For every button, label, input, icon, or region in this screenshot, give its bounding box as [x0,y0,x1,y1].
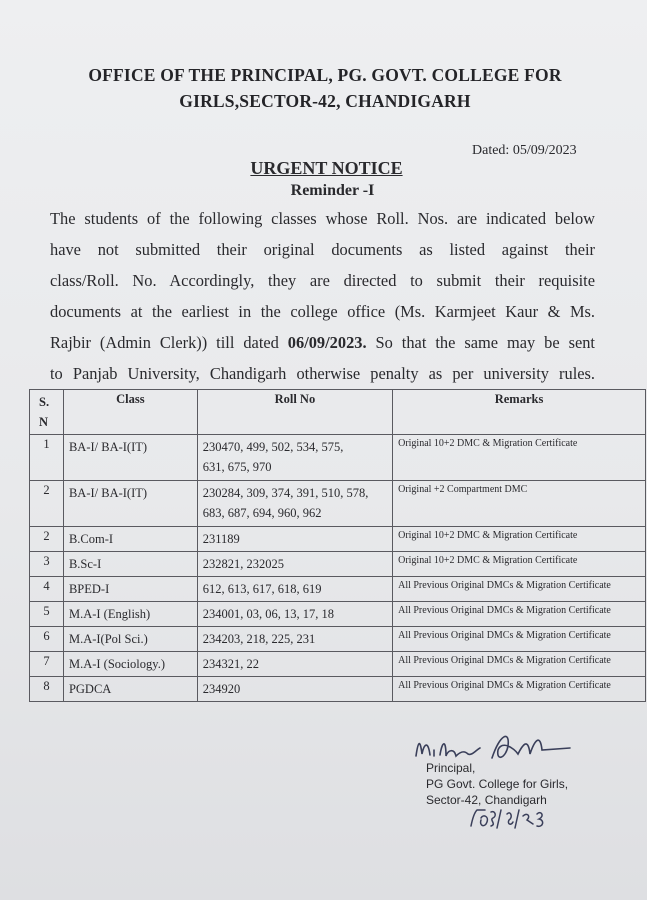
row-roll-numbers: 230284, 309, 374, 391, 510, 578, 683, 687, 694, 960, 962 [197,481,392,527]
reminder-label: Reminder -I [290,182,375,199]
table-row [30,435,646,481]
row-serial-number: 2 [30,481,64,527]
table-row [30,602,646,627]
table-body [30,435,646,702]
office-header [40,62,610,114]
table-row [30,677,646,702]
row-remarks: All Previous Original DMCs & Migration Certificate [393,677,646,702]
row-class: M.A-I(Pol Sci.) [63,627,197,652]
notice-date: Dated: 05/09/2023 [472,143,577,158]
row-serial-number: 3 [30,552,64,577]
row-roll-numbers: 232821, 232025 [197,552,392,577]
table-row [30,627,646,652]
column-header-class: Class [63,390,197,435]
row-serial-number: 6 [30,627,64,652]
deadline-date: 06/09/2023. [287,333,367,352]
table-row [30,552,646,577]
column-header-remarks: Remarks [393,390,646,435]
row-class: M.A-I (Sociology.) [63,652,197,677]
body-line: class/Roll. No. Accordingly, they are directed to submit their requisite [50,271,595,290]
row-class: M.A-I (English) [63,602,197,627]
row-serial-number: 5 [30,602,64,627]
header-line-1: OFFICE OF THE PRINCIPAL, PG. GOVT. COLLEGE FOR [88,65,562,85]
row-roll-numbers: 234001, 03, 06, 13, 17, 18 [197,602,392,627]
body-line: have not submitted their original documents as listed against their [50,240,595,259]
row-roll-numbers: 234321, 22 [197,652,392,677]
row-remarks: All Previous Original DMCs & Migration Certificate [393,602,646,627]
notice-title: URGENT NOTICE [250,158,403,178]
row-class: B.Com-I [63,527,197,552]
table-row [30,577,646,602]
signatory-title: Principal, [426,761,476,775]
row-class: BPED-I [63,577,197,602]
row-serial-number: 1 [30,435,64,481]
signature-block [426,760,568,808]
header-line-2: GIRLS,SECTOR-42, CHANDIGARH [179,91,471,111]
column-header-sn: S. N [30,390,64,435]
row-class: PGDCA [63,677,197,702]
row-roll-numbers: 231189 [197,527,392,552]
row-class: BA-I/ BA-I(IT) [63,435,197,481]
body-text-fragment: So that the same may be sent [366,333,595,352]
row-remarks: Original 10+2 DMC & Migration Certificate [393,527,646,552]
pending-documents-table [29,389,646,702]
row-remarks: Original 10+2 DMC & Migration Certificate [393,552,646,577]
signatory-college: PG Govt. College for Girls, [426,777,569,791]
handwritten-date [467,806,567,832]
notice-body [50,203,595,389]
row-roll-numbers: 234203, 218, 225, 231 [197,627,392,652]
body-line: The students of the following classes whose Roll. Nos. are indicated below [50,209,595,228]
row-roll-numbers: 230470, 499, 502, 534, 575, 631, 675, 970 [197,435,392,481]
body-line [50,327,595,358]
row-remarks: Original +2 Compartment DMC [393,481,646,527]
row-class: BA-I/ BA-I(IT) [63,481,197,527]
body-line: to Panjab University, Chandigarh otherwise penalty as per university rules. [50,364,595,383]
table-header-row [30,390,646,435]
row-serial-number: 2 [30,527,64,552]
row-remarks: All Previous Original DMCs & Migration Certificate [393,652,646,677]
body-text-fragment: Rajbir (Admin Clerk)) till dated [50,333,288,352]
signatory-address: Sector-42, Chandigarh [426,793,547,807]
row-remarks: All Previous Original DMCs & Migration Certificate [393,577,646,602]
column-header-roll: Roll No [197,390,392,435]
table-row [30,481,646,527]
row-roll-numbers: 612, 613, 617, 618, 619 [197,577,392,602]
table-row [30,527,646,552]
row-remarks: Original 10+2 DMC & Migration Certificate [393,435,646,481]
row-serial-number: 4 [30,577,64,602]
row-roll-numbers: 234920 [197,677,392,702]
row-remarks: All Previous Original DMCs & Migration Certificate [393,627,646,652]
body-line: documents at the earliest in the college office (Ms. Karmjeet Kaur & Ms. [50,302,595,321]
row-serial-number: 8 [30,677,64,702]
table-row [30,652,646,677]
row-class: B.Sc-I [63,552,197,577]
row-serial-number: 7 [30,652,64,677]
